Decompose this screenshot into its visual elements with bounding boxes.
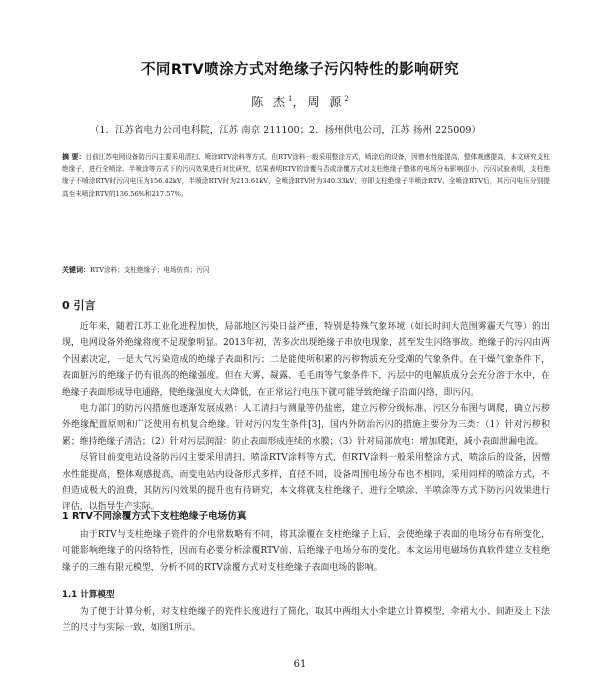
author-line [0,93,600,110]
author-affiliation-mark: 2 [344,95,349,103]
paragraph: 近年来，随着江苏工业化进程加快，局部地区污染日益严重，特别是特殊气象环境（如长时间大范围雾霾天气等）的出现，电网设备外绝缘将度不足现象明显。2013年初，苦多次出现绝缘子串放电现象，甚至发生闪络事故。绝缘子的污闪由两个因素决定，一是大气污染造成的绝缘子表面积污；二是能使所积累的污秽物质充分受潮的气象条件。在干燥气象条件下，表面脏污的绝缘子仍有很高的绝缘强度。但在大雾、凝露、毛毛雨等气象条件下，污层中的电解质成分会充分溶于水中，在绝缘子表面形成导电通路，使绝缘强度大大降低，在正常运行电压下就可能导致绝缘子沿面闪络，即污闪。 [62,322,550,398]
abstract [62,151,550,200]
subsection-1-1-body [62,604,550,637]
author-name: 周 源 [307,95,345,109]
keywords-label: 关键词： [62,266,90,274]
abstract-label: 摘 要： [62,153,86,161]
affiliation: （1．江苏省电力公司电科院，江苏 南京 211100；2．扬州供电公司，江苏 扬州 225009） [90,125,481,136]
subsection-heading-1-1: 1.1 计算模型 [62,590,115,600]
abstract-text: 目前江苏电网设备防污闪主要采用清扫、喷涂RTV涂料等方式，但RTV涂料一般采用整涂方式，喷涂后的设备，因憎水性能提高，整体观感提高，本文研究支柱绝缘子，进行全喷涂、半喷涂等方式下的污闪效果进行对比研究，结果表明RTV的涂覆与否或涂覆方式对支柱绝缘子整体的电场分布影响很小，污闪试验表明，支柱绝缘子不喷涂RTV时污闪电压为156.42kV，半喷涂RTV时为213.61kV，全喷涂RTV时为340.33kV；亦即支柱绝缘子半喷涂RTV、全喷涂RTV后，其污闪电压分别提高至未喷涂RTV的136.56%和217.57%。 [62,153,550,198]
paragraph: 电力部门的防污闪措施也逐渐发展成熟：人工清扫与测量等仍盐密，建立污秽分级标准、污区分布图与调爬，确立污秽外绝缘配置原则和广泛使用有机复合绝缘。针对污闪发生条件[3]，国内外防治污闪的措施主要分为三类：（1）针对污秽积累；维持绝缘子清洁；（2）针对污层润湿：防止表面形成连续的水膜；（3）针对局部放电：增加爬距，减小表面泄漏电流。 [62,404,550,447]
keywords [62,264,550,276]
paragraph: 为了便于计算分析，对支柱绝缘子的瓷件长度进行了简化，取其中两组大小伞建立计算模型，伞裙大小、间距及上下法兰的尺寸与实际一致，如图1所示。 [62,607,550,634]
keywords-text: RTV涂料；支柱绝缘子；电场仿真；污闪 [90,266,210,274]
author-name: 陈 杰 [251,95,289,109]
page-number: 61 [293,659,307,670]
paragraph: 由于RTV与支柱绝缘子瓷件的介电常数略有不同，将其涂覆在支柱绝缘子上后，会使绝缘子表面的电场分布有所变化，可能影响绝缘子的闪络特性，因而有必要分析涂覆RTV前、后绝缘子电场分布的变化。本文运用电磁场仿真软件建立支柱绝缘子的三维有限元模型，分析不同的RTV涂覆方式对支柱绝缘子表面电场的影响。 [62,530,550,573]
author-affiliation-mark: 1 [288,95,293,103]
section-heading-1: 1 RTV不同涂覆方式下支柱绝缘子电场仿真 [62,511,247,522]
introduction-body [62,319,550,516]
section-heading-introduction: 0 引言 [62,299,96,312]
paragraph: 尽管目前变电站设备防污闪主要采用清扫、喷涂RTV涂料等方式，但RTV涂料一般采用整涂方式，喷涂后的设备，因憎水性能提高，整体观感提高，而变电站内设备形式多样，直径不同，设备周围电场分布也不相同，采用同样的喷涂方式，不但造成极大的浪费，其防污闪效果的提升也有待研究，本文将就支柱绝缘子，进行全喷涂、半喷涂等方式下防污闪效果进行评估，以指导生产实际。 [62,453,550,513]
paper-title: 不同RTV喷涂方式对绝缘子污闪特性的影响研究 [140,62,460,78]
author-separator: ， [292,95,308,109]
section-1-body [62,527,550,576]
